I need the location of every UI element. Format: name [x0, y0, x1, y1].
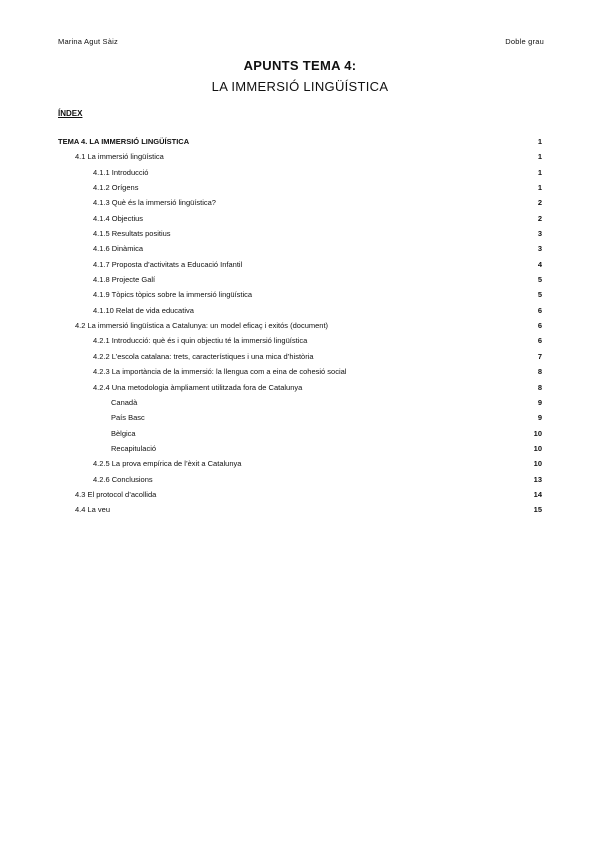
toc-entry-page: 8: [537, 367, 542, 377]
toc-entry[interactable]: [58, 226, 542, 241]
toc-entry-label[interactable]: 4.2.5 La prova empírica de l’èxit a Catalunya: [93, 459, 242, 469]
toc-entry[interactable]: [58, 211, 542, 226]
header-course: Doble grau: [505, 37, 544, 46]
toc-entry[interactable]: [58, 287, 542, 302]
toc-entry-label[interactable]: País Basc: [111, 413, 145, 423]
toc-entry[interactable]: [58, 149, 542, 164]
toc-entry[interactable]: [58, 349, 542, 364]
toc-entry[interactable]: [58, 410, 542, 425]
toc-entry-label[interactable]: Canadà: [111, 397, 138, 407]
toc-entry[interactable]: [58, 426, 542, 441]
toc-entry-page: 10: [533, 443, 542, 453]
toc-entry-page: 9: [537, 413, 542, 423]
table-of-contents: [58, 134, 542, 518]
toc-entry-label[interactable]: 4.2.1 Introducció: què és i quin objectiu té la immersió lingüística: [93, 336, 308, 346]
toc-entry-label[interactable]: 4.3 El protocol d’acollida: [75, 489, 157, 499]
toc-entry-label[interactable]: 4.1.5 Resultats positius: [93, 229, 171, 239]
toc-entry[interactable]: [58, 441, 542, 456]
toc-entry-page: 3: [537, 244, 542, 254]
toc-entry-page: 8: [537, 382, 542, 392]
toc-entry[interactable]: [58, 456, 542, 471]
toc-entry-page: 10: [533, 428, 542, 438]
toc-entry-page: 3: [537, 229, 542, 239]
toc-entry-page: 6: [537, 305, 542, 315]
toc-entry[interactable]: [58, 333, 542, 348]
toc-entry[interactable]: [58, 241, 542, 256]
toc-entry-page: 2: [537, 198, 542, 208]
toc-entry-page: 14: [533, 489, 542, 499]
toc-entry-page: 4: [537, 259, 542, 269]
toc-entry-label[interactable]: 4.2.4 Una metodologia àmpliament utilitzada fora de Catalunya: [93, 382, 303, 392]
toc-entry-label[interactable]: 4.2.2 L’escola catalana: trets, característiques i una mica d’història: [93, 351, 314, 361]
toc-entry-label[interactable]: TEMA 4. LA IMMERSIÓ LINGÜÍSTICA: [58, 137, 190, 146]
toc-entry-label[interactable]: 4.1 La immersió lingüística: [75, 152, 164, 162]
toc-entry[interactable]: [58, 364, 542, 379]
toc-entry-label[interactable]: 4.1.10 Relat de vida educativa: [93, 305, 194, 315]
toc-entry-page: 6: [537, 321, 542, 331]
toc-entry-page: 15: [533, 505, 542, 515]
toc-entry[interactable]: [58, 472, 542, 487]
toc-entry-label[interactable]: Bèlgica: [111, 428, 136, 438]
toc-entry-page: 7: [537, 351, 542, 361]
header-author: Marina Agut Sàiz: [58, 37, 118, 46]
toc-entry-label[interactable]: 4.4 La veu: [75, 505, 111, 515]
toc-entry-label[interactable]: 4.1.7 Proposta d’activitats a Educació Infantil: [93, 259, 243, 269]
toc-entry-label[interactable]: 4.1.8 Projecte Galí: [93, 275, 156, 285]
toc-entry-label[interactable]: 4.2 La immersió lingüística a Catalunya: un model eficaç i exitós (document): [75, 321, 329, 331]
toc-entry-page: 9: [537, 397, 542, 407]
toc-entry-page: 1: [537, 137, 542, 146]
toc-entry[interactable]: [58, 180, 542, 195]
document-subtitle: LA IMMERSIÓ LINGÜÍSTICA: [211, 79, 389, 94]
toc-entry[interactable]: [58, 134, 542, 149]
toc-entry[interactable]: [58, 257, 542, 272]
toc-entry-page: 10: [533, 459, 542, 469]
index-heading: ÍNDEX: [58, 109, 83, 118]
document-title: APUNTS TEMA 4:: [243, 58, 357, 73]
toc-entry[interactable]: [58, 395, 542, 410]
toc-entry-label[interactable]: 4.2.6 Conclusions: [93, 474, 153, 484]
toc-entry[interactable]: [58, 502, 542, 517]
toc-entry-page: 1: [537, 183, 542, 193]
toc-entry-label[interactable]: 4.1.1 Introducció: [93, 167, 149, 177]
toc-entry[interactable]: [58, 380, 542, 395]
toc-entry-label[interactable]: 4.2.3 La importància de la immersió: la llengua com a eina de cohesió social: [93, 367, 347, 377]
toc-entry-page: 6: [537, 336, 542, 346]
toc-entry-label[interactable]: Recapitulació: [111, 443, 157, 453]
toc-entry[interactable]: [58, 272, 542, 287]
toc-entry-label[interactable]: 4.1.3 Què és la immersió lingüística?: [93, 198, 216, 208]
toc-entry[interactable]: [58, 165, 542, 180]
toc-entry-page: 13: [533, 474, 542, 484]
toc-entry-page: 5: [537, 290, 542, 300]
toc-entry-page: 1: [537, 167, 542, 177]
toc-entry[interactable]: [58, 303, 542, 318]
toc-entry-label[interactable]: 4.1.6 Dinàmica: [93, 244, 144, 254]
toc-entry-label[interactable]: 4.1.4 Objectius: [93, 213, 144, 223]
toc-entry-page: 5: [537, 275, 542, 285]
toc-entry-label[interactable]: 4.1.2 Orígens: [93, 183, 139, 193]
toc-entry[interactable]: [58, 195, 542, 210]
toc-entry[interactable]: [58, 487, 542, 502]
toc-entry[interactable]: [58, 318, 542, 333]
toc-entry-label[interactable]: 4.1.9 Tòpics tòpics sobre la immersió lingüística: [93, 290, 253, 300]
toc-entry-page: 2: [537, 213, 542, 223]
toc-entry-page: 1: [537, 152, 542, 162]
